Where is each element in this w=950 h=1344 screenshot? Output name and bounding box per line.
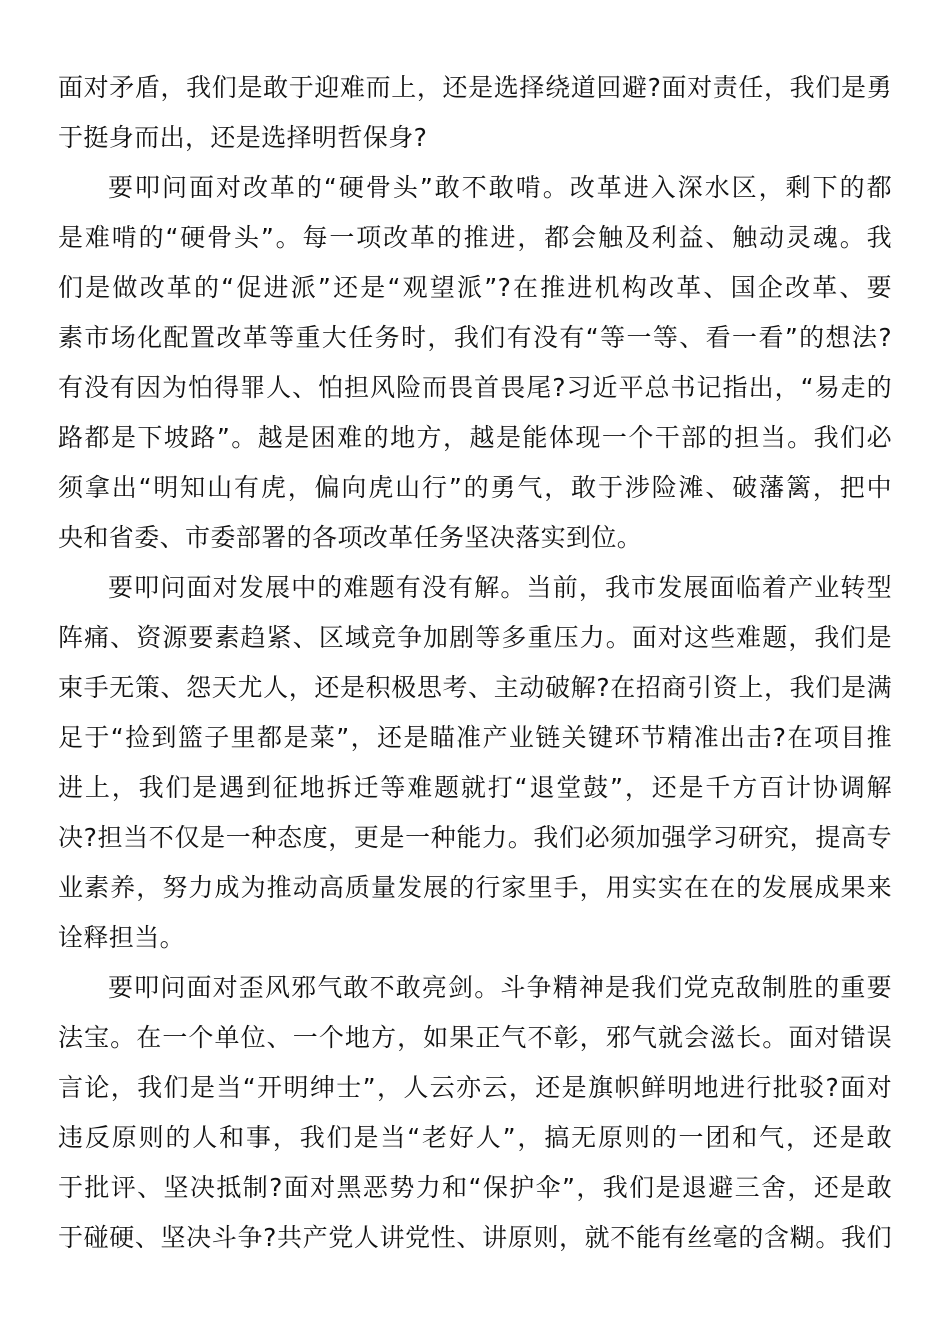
text-line: 诠释担当。 xyxy=(58,923,186,952)
text-line: 有没有因为怕得罪人、怕担风险而畏首畏尾?习近平总书记指出，“易走的 xyxy=(58,373,892,402)
text-line: 们是做改革的“促进派”还是“观望派”?在推进机构改革、国企改革、要 xyxy=(58,273,892,302)
text-line: 法宝。在一个单位、一个地方，如果正气不彰，邪气就会滋长。面对错误 xyxy=(58,1023,892,1052)
text-line: 于批评、坚决抵制?面对黑恶势力和“保护伞”，我们是退避三舍，还是敢 xyxy=(58,1173,892,1202)
text-line: 言论，我们是当“开明绅士”，人云亦云，还是旗帜鲜明地进行批驳?面对 xyxy=(58,1073,892,1102)
text-line: 面对矛盾，我们是敢于迎难而上，还是选择绕道回避?面对责任，我们是勇 xyxy=(58,73,892,102)
paragraph-first-line: 要叩问面对改革的“硬骨头”敢不敢啃。改革进入深水区，剩下的都 xyxy=(108,173,892,202)
text-line: 于挺身而出，还是选择明哲保身? xyxy=(58,123,428,152)
text-line: 于碰硬、坚决斗争?共产党人讲党性、讲原则，就不能有丝毫的含糊。我们 xyxy=(58,1223,892,1252)
text-line: 足于“捡到篮子里都是菜”，还是瞄准产业链关键环节精准出击?在项目推 xyxy=(58,723,892,752)
text-line: 进上，我们是遇到征地拆迁等难题就打“退堂鼓”，还是千方百计协调解 xyxy=(58,773,892,802)
text-line: 须拿出“明知山有虎，偏向虎山行”的勇气，敢于涉险滩、破藩篱，把中 xyxy=(58,473,892,502)
text-line: 阵痛、资源要素趋紧、区域竞争加剧等多重压力。面对这些难题，我们是 xyxy=(58,623,892,652)
text-line: 是难啃的“硬骨头”。每一项改革的推进，都会触及利益、触动灵魂。我 xyxy=(58,223,892,252)
text-line: 业素养，努力成为推动高质量发展的行家里手，用实实在在的发展成果来 xyxy=(58,873,892,902)
paragraph-first-line: 要叩问面对歪风邪气敢不敢亮剑。斗争精神是我们党克敌制胜的重要 xyxy=(108,973,892,1002)
text-line: 素市场化配置改革等重大任务时，我们有没有“等一等、看一看”的想法? xyxy=(58,323,892,352)
text-line: 束手无策、怨天尤人，还是积极思考、主动破解?在招商引资上，我们是满 xyxy=(58,673,892,702)
paragraph-first-line: 要叩问面对发展中的难题有没有解。当前，我市发展面临着产业转型 xyxy=(108,573,892,602)
text-line: 违反原则的人和事，我们是当“老好人”，搞无原则的一团和气，还是敢 xyxy=(58,1123,892,1152)
text-line: 决?担当不仅是一种态度，更是一种能力。我们必须加强学习研究，提高专 xyxy=(58,823,892,852)
text-line: 路都是下坡路”。越是困难的地方，越是能体现一个干部的担当。我们必 xyxy=(58,423,892,452)
text-line: 央和省委、市委部署的各项改革任务坚决落实到位。 xyxy=(58,523,643,552)
